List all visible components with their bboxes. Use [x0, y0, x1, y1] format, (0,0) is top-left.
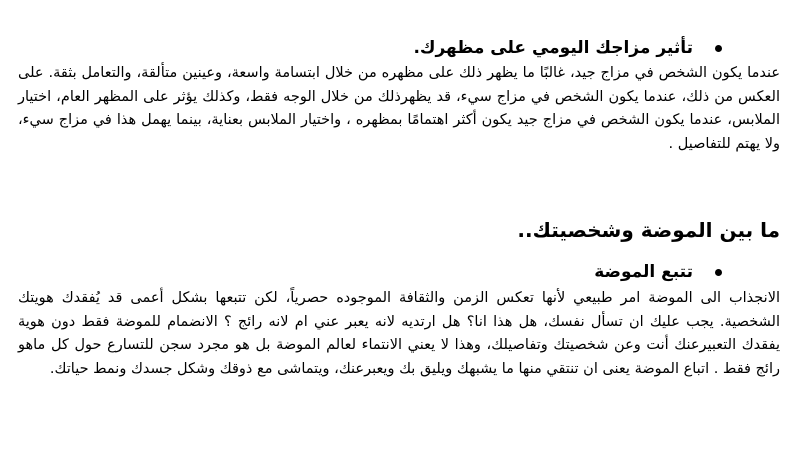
section1-paragraph: عندما يكون الشخص في مزاج جيد، غالبًا ما يظهر ذلك على مظهره من خلال ابتسامة واسعة، وعينين متألقة، والتعامل بثقة. على العكس من ذلك، عندما يكون الشخص في مزاج سيء، قد يظهرذلك من خلال الوجه فقط، وكذلك يؤثر على المظهر العام، اختيار الملابس، عندما يكون الشخص في مزاج جيد يكون أكثر اهتمامًا بمظهره ، واختيار الملابس بعناية، بينما يهمل هذا في مزاج سيء، ولا يهتم للتفاصيل . [18, 65, 780, 152]
section2-heading [0, 262, 800, 282]
section1-heading [0, 38, 800, 58]
section2-heading-text: تتبع الموضة [594, 262, 693, 282]
bullet-icon [715, 45, 722, 52]
bullet-icon [715, 269, 722, 276]
section1-heading-text: تأثير مزاجك اليومي على مظهرك. [413, 38, 693, 58]
section2-title: ما بين الموضة وشخصيتك.. [517, 218, 780, 242]
section2-paragraph: الانجذاب الى الموضة امر طبيعي لأنها تعكس الزمن والثقافة الموجوده حصرياً، لكن تتبعها بشكل أعمى قد يُفقدك هويتك الشخصية. يجب عليك ان تسأل نفسك، هل هذا انا؟ هل ارتديه لانه يعبر عني ام لانه رائج ؟ الانضمام للموضة فقط دون هوية يفقدك التعبيرعنك أنت وعن شخصيتك وتفاصيلك، وهذا لا يعني الانتماء لعالم الموضة بل هو مجرد سجن للتسارع حول كل ماهو رائج فقط . اتباع الموضة يعنى ان تنتقي منها ما يشبهك ويليق بك ويعبرعنك، ويتماشى مع ذوقك وشكل جسدك ونمط حياتك. [18, 290, 780, 377]
